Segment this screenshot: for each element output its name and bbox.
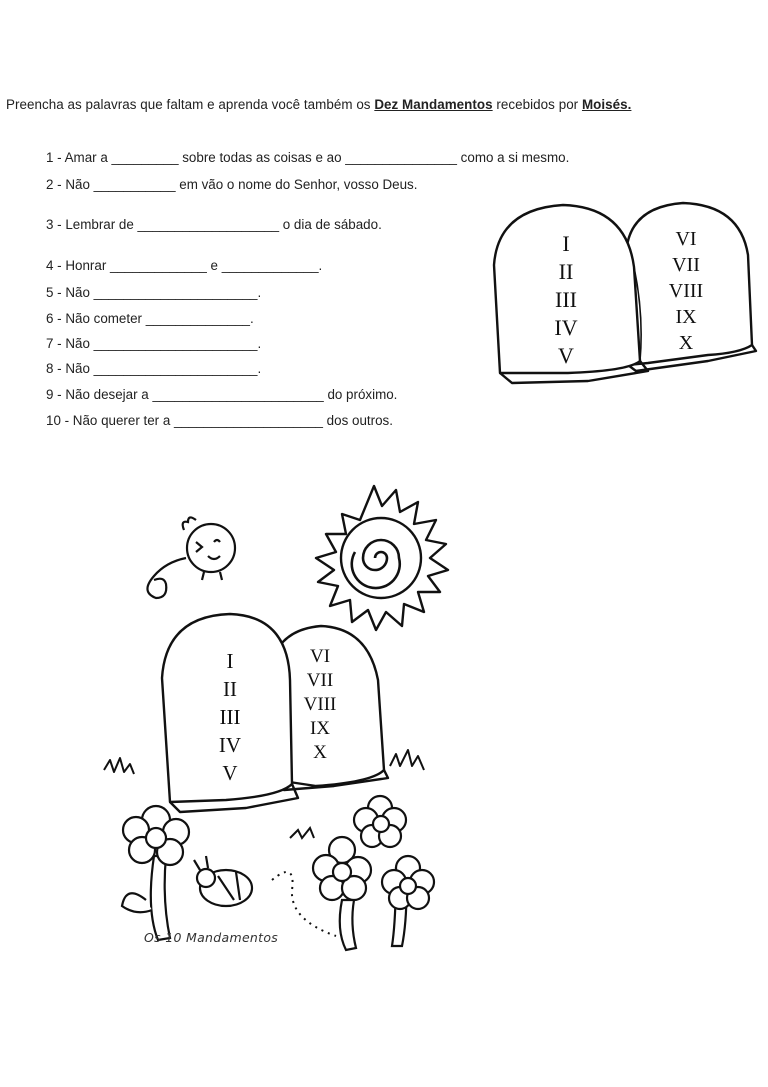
commandment-7: 7 - Não ______________________. (46, 336, 262, 351)
tablet-top-left-numeral-4: IV (554, 315, 578, 340)
tablet-top-left-numeral-5: V (558, 343, 574, 368)
tablet-top-left-numeral-2: II (558, 259, 574, 284)
dez-mandamentos-label: Dez Mandamentos (374, 97, 493, 112)
commandment-6: 6 - Não cometer ______________. (46, 311, 254, 326)
tablet-bottom-left-numeral-2: II (223, 677, 237, 701)
commandment-1: 1 - Amar a _________ sobre todas as coisas e ao _______________ como a si mesmo. (46, 150, 570, 165)
ladybug-icon (194, 856, 252, 906)
tablet-bottom-left-numeral-1: I (226, 649, 234, 673)
tablets-illustration-bottom (104, 614, 424, 812)
tablet-top-right-numeral-2: VII (672, 254, 700, 276)
commandment-9: 9 - Não desejar a _______________________ do próximo. (46, 387, 398, 402)
tablet-top-right-numeral-5: X (678, 332, 694, 354)
bird-icon (147, 517, 235, 598)
tablet-top-right-numeral-4: IX (675, 306, 697, 328)
tablet-top-left-numeral-1: I (562, 231, 570, 256)
tablet-bottom-right-numeral-1: VI (309, 646, 331, 667)
tablet-top-right-numeral-1: VI (675, 228, 697, 250)
tablet-top-right-numeral-3: VIII (668, 280, 704, 302)
instructions (6, 97, 766, 112)
coloring-scene (96, 480, 466, 960)
commandment-3: 3 - Lembrar de ___________________ o dia de sábado. (46, 217, 382, 232)
tablet-bottom-right-numeral-4: IX (309, 718, 331, 739)
tablet-bottom-right-numeral-5: X (313, 742, 327, 763)
commandment-4: 4 - Honrar _____________ e _____________. (46, 258, 323, 273)
tablet-bottom-left-numeral-3: III (219, 705, 241, 729)
commandment-10: 10 - Não querer ter a ____________________ dos outros. (46, 413, 393, 428)
instructions-middle: recebidos por (492, 97, 582, 112)
tablet-bottom-right-numeral-3: VIII (303, 694, 337, 715)
commandment-8: 8 - Não ______________________. (46, 361, 262, 376)
flower-icon (122, 806, 189, 940)
instructions-text: Preencha as palavras que faltam e aprenda você também os (6, 97, 375, 112)
tablet-bottom-right-numeral-2: VII (306, 670, 334, 691)
tablet-bottom-left-numeral-5: V (222, 761, 238, 785)
sun-icon (316, 486, 448, 630)
tablet-top-left-numeral-3: III (555, 287, 577, 312)
tablet-bottom-left-numeral-4: IV (218, 733, 242, 757)
tablets-illustration-top (478, 195, 760, 387)
moises-label: Moisés. (581, 97, 632, 112)
commandment-5: 5 - Não ______________________. (46, 285, 262, 300)
commandment-2: 2 - Não ___________ em vão o nome do Senhor, vosso Deus. (46, 177, 418, 192)
caption: Os 10 Mandamentos (144, 930, 279, 945)
flower-icon (313, 796, 434, 950)
